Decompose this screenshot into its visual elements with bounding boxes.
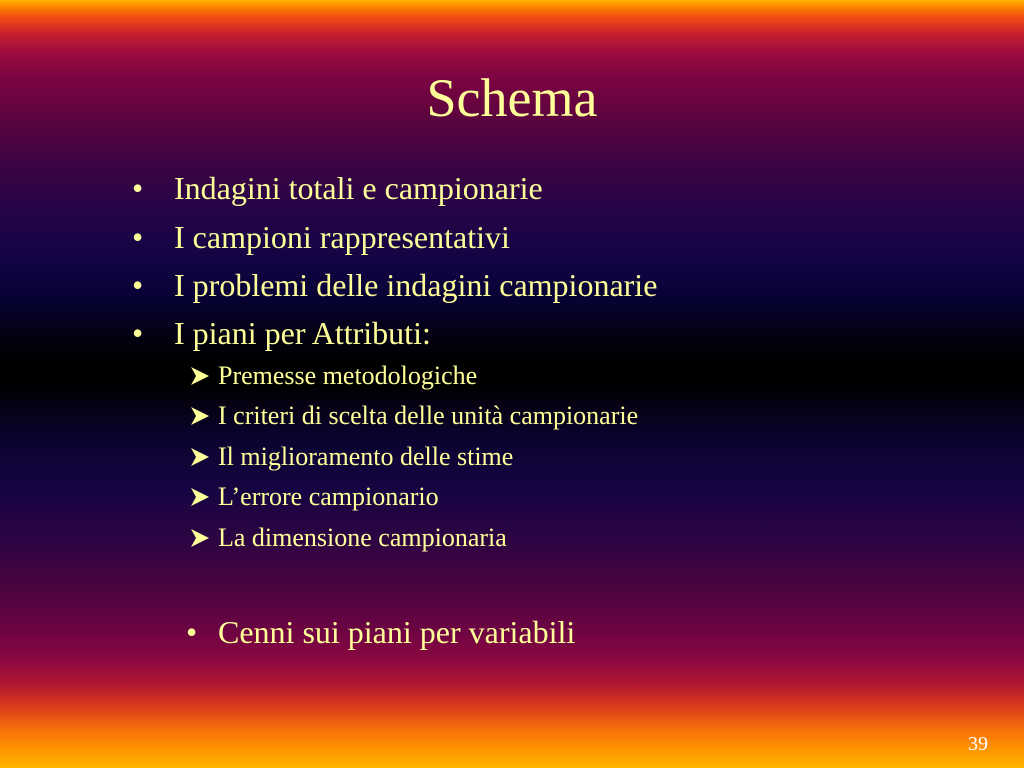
page-number: 39 <box>968 733 988 755</box>
arrow-bullet-icon <box>188 364 212 388</box>
arrow-bullet-icon <box>188 445 212 469</box>
bullet-text: I problemi delle indagini campionarie <box>174 267 658 303</box>
bullet-dot-icon: • <box>132 315 144 351</box>
bullet-dot-icon: • <box>132 267 144 303</box>
slide-title: Schema <box>426 68 598 128</box>
bullet-text: Indagini totali e campionarie <box>174 170 543 206</box>
sub-bullet-text: L’errore campionario <box>218 482 439 511</box>
arrow-bullet-icon <box>188 526 212 550</box>
bullet-text: Cenni sui piani per variabili <box>218 614 576 650</box>
sub-bullet-text: La dimensione campionaria <box>218 523 507 552</box>
bullet-dot-icon: • <box>132 170 144 206</box>
bullet-dot-icon: • <box>132 219 144 255</box>
bullet-dot-icon: • <box>186 614 198 650</box>
bullet-text: I campioni rappresentativi <box>174 219 510 255</box>
arrow-bullet-icon <box>188 404 212 428</box>
sub-bullet-text: Il miglioramento delle stime <box>218 442 514 471</box>
bullet-text: I piani per Attributi: <box>174 315 431 351</box>
sub-bullet-text: Premesse metodologiche <box>218 361 478 390</box>
sub-bullet-text: I criteri di scelta delle unità campionarie <box>218 401 639 430</box>
arrow-bullet-icon <box>188 485 212 509</box>
